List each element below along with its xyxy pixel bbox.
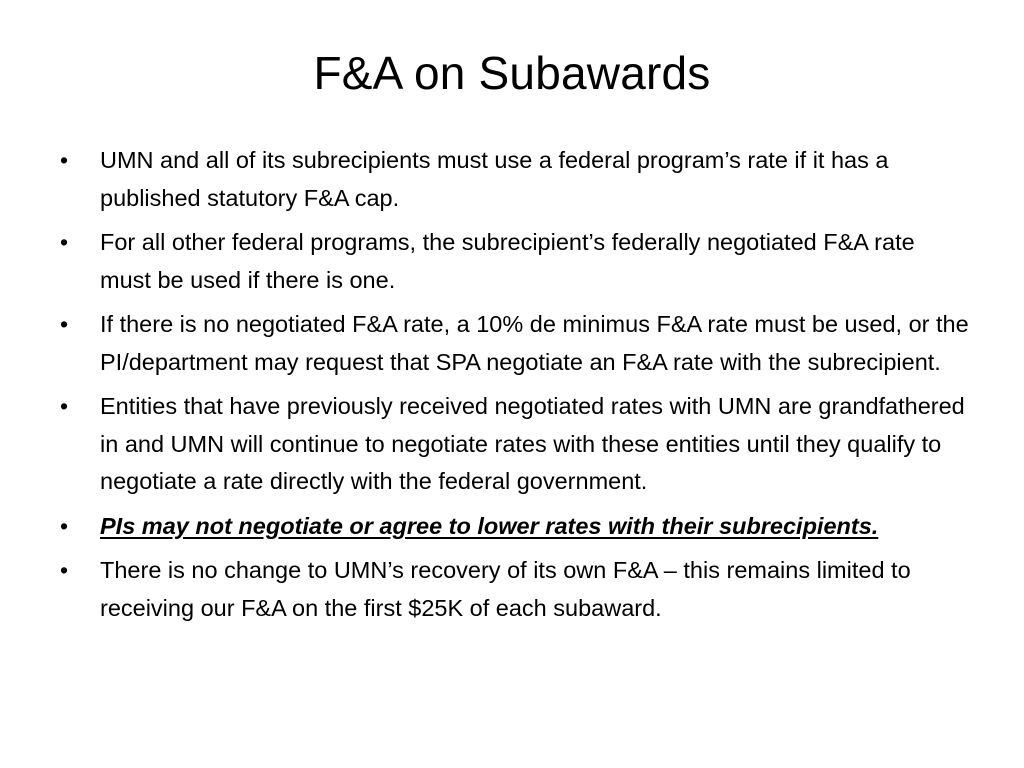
- bullet-item-de-minimus: [60, 306, 970, 381]
- bullet-icon: •: [60, 512, 69, 539]
- bullet-icon: •: [60, 147, 69, 173]
- bullet-item-umn-recovery: [60, 552, 970, 627]
- bullet-icon: •: [60, 557, 69, 583]
- bullet-item-statutory-cap: [60, 142, 970, 217]
- bullet-icon: •: [60, 393, 69, 419]
- slide-title: F&A on Subawards: [313, 47, 711, 99]
- bullet-text: If there is no negotiated F&A rate, a 10% de minimus F&A rate must be used, or the PI/department may request that SPA negotiate an F&A rate with the subrecipient.: [100, 311, 969, 375]
- bullet-text: UMN and all of its subrecipients must use a federal program’s rate if it has a published statutory F&A cap.: [100, 147, 889, 211]
- bullet-item-negotiated-rate: [60, 224, 970, 299]
- bullet-icon: •: [60, 229, 69, 255]
- bullet-text: There is no change to UMN’s recovery of its own F&A – this remains limited to receiving our F&A on the first $25K of each subaward.: [100, 557, 911, 621]
- bullet-list: [60, 142, 970, 634]
- bullet-text: Entities that have previously received negotiated rates with UMN are grandfathered in and UMN will continue to negotiate rates with these entities until they qualify to negotiate a rate directly with the federal government.: [100, 393, 965, 494]
- bullet-item-pi-restriction: [60, 508, 970, 546]
- bullet-icon: •: [60, 311, 69, 337]
- bullet-item-grandfathered: [60, 388, 970, 501]
- bullet-text-emphasized: PIs may not negotiate or agree to lower rates with their subrecipients.: [100, 512, 879, 539]
- bullet-text: For all other federal programs, the subrecipient’s federally negotiated F&A rate must be used if there is one.: [100, 229, 915, 293]
